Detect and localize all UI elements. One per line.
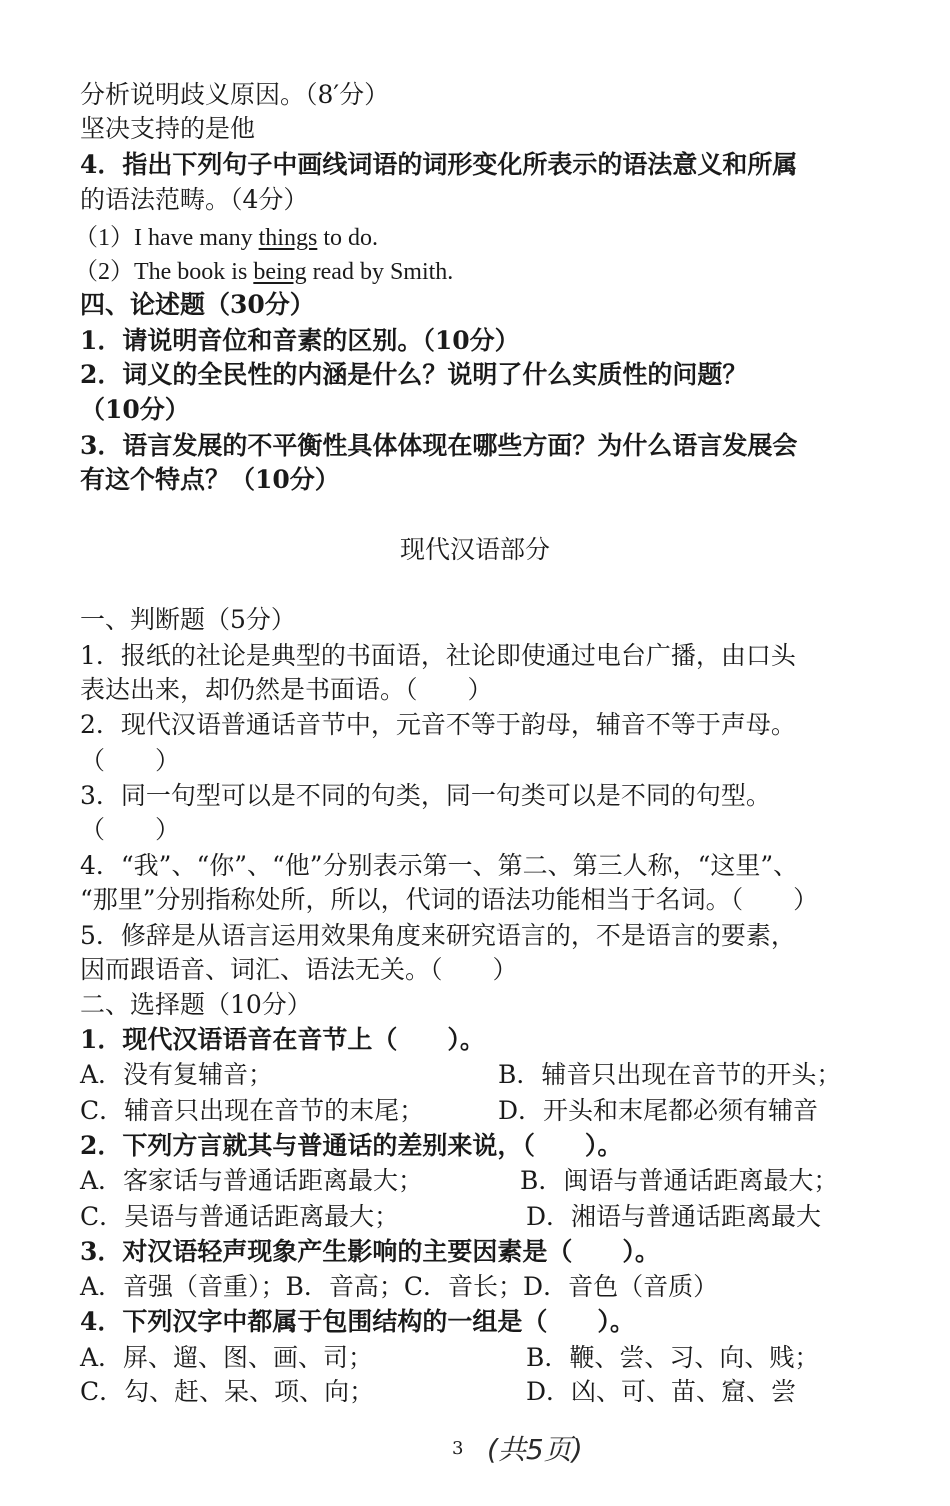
judgement-4-line-1: 4．“我”、“你”、“他”分别表示第一、第二、第三人称，“这里”、 <box>80 851 799 880</box>
choice-3-stem: 3．对汉语轻声现象产生影响的主要因素是（ ）。 <box>80 1237 660 1266</box>
choice-4-option-d: D．凶、可、苗、窟、尝 <box>526 1377 797 1406</box>
judgement-5-line-1: 5．修辞是从语言运用效果角度来研究语言的，不是语言的要素， <box>80 921 796 950</box>
choice-2-stem: 2．下列方言就其与普通话的差别来说，（ ）。 <box>80 1131 623 1160</box>
essay-question-3-line-2: 有这个特点？（10分） <box>80 465 340 494</box>
choice-2-option-a: A．客家话与普通话距离最大； <box>80 1166 424 1195</box>
sentence-2 <box>74 254 864 289</box>
ambiguous-phrase: 坚决支持的是他 <box>80 114 256 143</box>
sentence-2-post: read by Smith. <box>306 259 454 285</box>
question-4-line-1: 4．指出下列句子中画线词语的词形变化所表示的语法意义和所属 <box>80 150 798 179</box>
judgement-3-line-1: 3．同一句型可以是不同的句类，同一句类可以是不同的句型。 <box>80 781 771 810</box>
essay-question-1: 1．请说明音位和音素的区别。（10分） <box>80 326 520 355</box>
judgement-2-line-2: （ ） <box>80 746 181 775</box>
essay-question-3-line-1: 3．语言发展的不平衡性具体体现在哪些方面？为什么语言发展会 <box>80 431 798 460</box>
choice-1-option-c: C．辅音只出现在音节的末尾； <box>80 1096 425 1125</box>
choice-3-options: A．音强（音重）；B．音高；C．音长；D．音色（音质） <box>80 1272 719 1301</box>
judgement-5-line-2: 因而跟语音、词汇、语法无关。（ ） <box>80 955 518 984</box>
essay-question-2-line-1: 2．词义的全民性的内涵是什么？说明了什么实质性的问题？ <box>80 360 748 389</box>
choice-1-option-d: D．开头和末尾都必须有辅音 <box>498 1096 819 1125</box>
section-4-title: 四、论述题（30分） <box>80 290 315 319</box>
judgement-2-line-1: 2．现代汉语普通话音节中，元音不等于韵母，辅音不等于声母。 <box>80 710 796 739</box>
section-2-title: 二、选择题（10分） <box>80 990 312 1019</box>
judgement-1-line-1: 1．报纸的社论是典型的书面语，社论即使通过电台广播，由口头 <box>80 641 796 670</box>
choice-1-row-2 <box>80 1094 870 1128</box>
part-title: 现代汉语部分 <box>399 535 550 564</box>
choice-4-row-1 <box>80 1341 870 1375</box>
choice-2-row-1 <box>80 1164 870 1198</box>
judgement-1-line-2: 表达出来，却仍然是书面语。（ ） <box>80 675 493 704</box>
choice-4-option-c: C．勾、赶、呆、项、向； <box>80 1377 375 1406</box>
choice-2-option-d: D．湘语与普通话距离最大 <box>526 1202 822 1231</box>
choice-4-option-a: A．屏、遛、图、画、司； <box>80 1343 374 1372</box>
choice-1-row-1 <box>80 1058 870 1092</box>
page-number: 3 <box>452 1438 464 1459</box>
choice-4-stem: 4．下列汉字中都属于包围结构的一组是（ ）。 <box>80 1307 635 1336</box>
sentence-2-underlined: being <box>253 259 307 285</box>
choice-1-stem: 1．现代汉语语音在音节上（ ）。 <box>80 1025 485 1054</box>
choice-2-row-2 <box>80 1200 870 1234</box>
sentence-2-pre: （2）The book is <box>74 259 254 285</box>
sentence-1-pre: （1）I have many <box>74 225 259 251</box>
sentence-1-underlined: things <box>258 225 318 251</box>
handwritten-page-count: (共5页) <box>487 1433 583 1466</box>
choice-4-row-2 <box>80 1375 870 1409</box>
sentence-1 <box>74 220 864 255</box>
choice-4-option-b: B．鞭、尝、习、向、贱； <box>526 1343 820 1372</box>
question-3-tail: 分析说明歧义原因。（8′分） <box>80 80 390 109</box>
choice-2-option-c: C．吴语与普通话距离最大； <box>80 1202 400 1231</box>
choice-1-option-b: B．辅音只出现在音节的开头； <box>498 1060 842 1089</box>
section-1-title: 一、判断题（5分） <box>80 605 296 634</box>
choice-1-option-a: A．没有复辅音； <box>80 1060 274 1089</box>
essay-question-2-line-2: （10分） <box>80 395 190 424</box>
sentence-1-post: to do. <box>317 225 378 251</box>
choice-2-option-b: B．闽语与普通话距离最大； <box>520 1166 839 1195</box>
question-4-line-2: 的语法范畴。（4分） <box>80 185 309 214</box>
judgement-4-line-2: “那里”分别指称处所，所以，代词的语法功能相当于名词。（ ） <box>80 885 819 914</box>
judgement-3-line-2: （ ） <box>80 815 181 844</box>
